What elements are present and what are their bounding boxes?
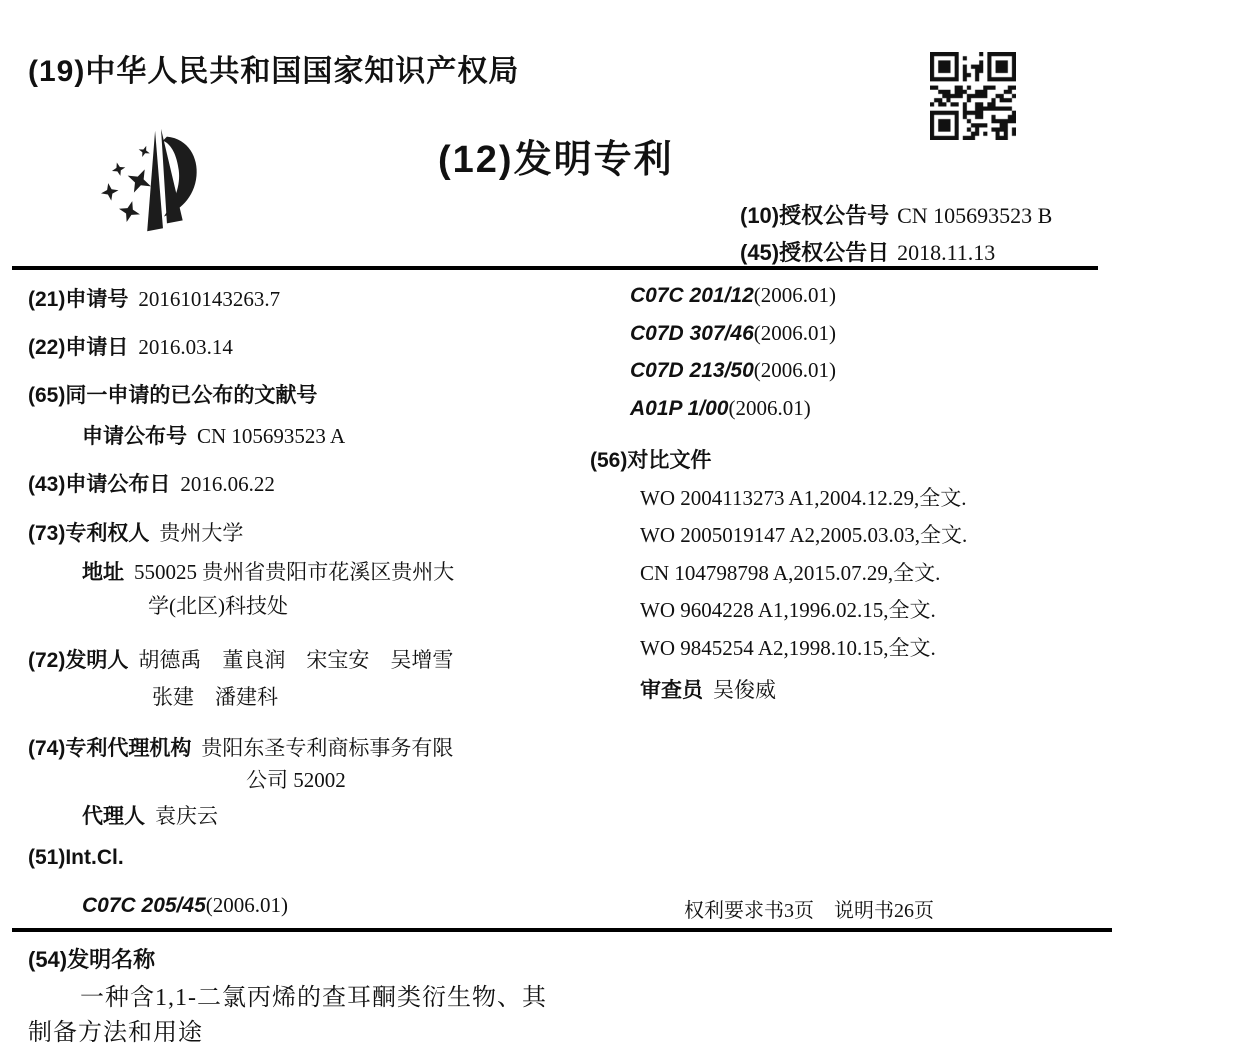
classification-item (630, 321, 836, 346)
application-number-row (28, 283, 280, 313)
grant-number-row (740, 199, 1052, 230)
reference-item: WO 2005019147 A2,2005.03.03,全文. (640, 523, 968, 547)
grant-date-label: (45)授权公告日 (740, 240, 890, 265)
cnipa-logo-icon (92, 124, 230, 236)
classification-code: C07D 307/46 (630, 322, 754, 345)
classification-item (630, 283, 836, 308)
references-header (590, 444, 711, 474)
classification-version: (2006.01) (753, 358, 837, 382)
grant-number-value: CN 105693523 B (897, 203, 1053, 228)
agent-row (82, 800, 218, 830)
pages-info: 权利要求书3页 说明书26页 (684, 900, 934, 922)
inventors-row (28, 644, 453, 674)
logo-star (110, 161, 127, 178)
body-divider (12, 928, 1112, 932)
reference-item: WO 9845254 A2,1998.10.15,全文. (640, 636, 936, 660)
classification-code: A01P 1/00 (630, 397, 729, 420)
publication-number-row (82, 420, 345, 450)
same-application-row (28, 379, 317, 409)
issuing-office: (19)中华人民共和国国家知识产权局 (28, 55, 520, 88)
examiner-value: 吴俊威 (713, 678, 776, 702)
agency-label: (74)专利代理机构 (28, 737, 192, 760)
agency-value-line2: 公司 52002 (246, 768, 346, 792)
logo-star (116, 198, 143, 225)
address-value-line2: 学(北区)科技处 (148, 594, 288, 618)
publication-number-label: 申请公布号 (82, 425, 187, 448)
same-application-label: (65)同一申请的已公布的文献号 (28, 384, 318, 407)
application-date-row (28, 331, 233, 361)
intcl-row (28, 845, 124, 870)
intcl-label: (51)Int.Cl. (28, 846, 124, 869)
address-row-continued (148, 590, 288, 620)
references-label: (56)对比文件 (590, 449, 712, 472)
qr-code (930, 52, 1016, 140)
application-date-label: (22)申请日 (28, 336, 129, 359)
invention-title-header (28, 943, 155, 974)
inventors-line1: 胡德禹 董良润 宋宝安 吴增雪 (138, 648, 454, 672)
address-label: 地址 (82, 561, 124, 584)
publication-number-value: CN 105693523 A (197, 424, 346, 448)
address-row (82, 556, 454, 586)
application-date-value: 2016.03.14 (138, 335, 233, 359)
agency-row-continued (246, 764, 346, 794)
inventors-label: (72)发明人 (28, 649, 129, 672)
invention-title-line1: 一种含1,1-二氯丙烯的查耳酮类衍生物、其 (80, 985, 547, 1011)
inventors-line2: 张建 潘建科 (152, 685, 278, 709)
classification-version: (2006.01) (753, 321, 837, 345)
classification-code: C07D 213/50 (630, 359, 754, 382)
intcl-first-code (82, 893, 288, 918)
patentee-label: (73)专利权人 (28, 522, 150, 545)
classification-code: C07C 201/12 (630, 284, 754, 307)
classification-item (630, 358, 836, 383)
reference-item: WO 2004113273 A1,2004.12.29,全文. (640, 486, 967, 510)
classification-version: (2006.01) (753, 283, 837, 307)
invention-title-label: (54)发明名称 (28, 947, 156, 972)
reference-item: WO 9604228 A1,1996.02.15,全文. (640, 598, 936, 622)
publication-date-row (28, 468, 275, 498)
application-number-value: 201610143263.7 (138, 287, 281, 311)
intcl-code: C07C 205/45 (82, 894, 206, 917)
logo-star (137, 144, 152, 159)
intcl-version: (2006.01) (205, 893, 289, 917)
classification-version: (2006.01) (728, 396, 811, 420)
logo-star (99, 182, 120, 203)
publication-date-value: 2016.06.22 (180, 472, 275, 496)
reference-item: CN 104798798 A,2015.07.29,全文. (640, 561, 941, 585)
patentee-value: 贵州大学 (159, 521, 244, 545)
classification-item (630, 396, 811, 421)
address-value-line1: 550025 贵州省贵阳市花溪区贵州大 (134, 560, 455, 584)
agency-value-line1: 贵阳东圣专利商标事务有限 (201, 736, 454, 760)
patentee-row (28, 517, 243, 547)
publication-date-label: (43)申请公布日 (28, 473, 171, 496)
logo-left-blade (147, 131, 163, 232)
application-number-label: (21)申请号 (28, 288, 129, 311)
grant-date-row (740, 236, 995, 267)
examiner-row (640, 674, 776, 704)
agency-row (28, 732, 453, 762)
grant-date-value: 2018.11.13 (897, 240, 996, 265)
examiner-label: 审查员 (640, 679, 703, 702)
grant-number-label: (10)授权公告号 (740, 203, 890, 228)
agent-value: 袁庆云 (155, 804, 218, 828)
header-divider (12, 266, 1098, 270)
agent-label: 代理人 (82, 805, 145, 828)
invention-title-line2: 制备方法和用途 (28, 1020, 203, 1046)
inventors-row-continued (152, 681, 278, 711)
document-type: (12)发明专利 (438, 139, 674, 181)
